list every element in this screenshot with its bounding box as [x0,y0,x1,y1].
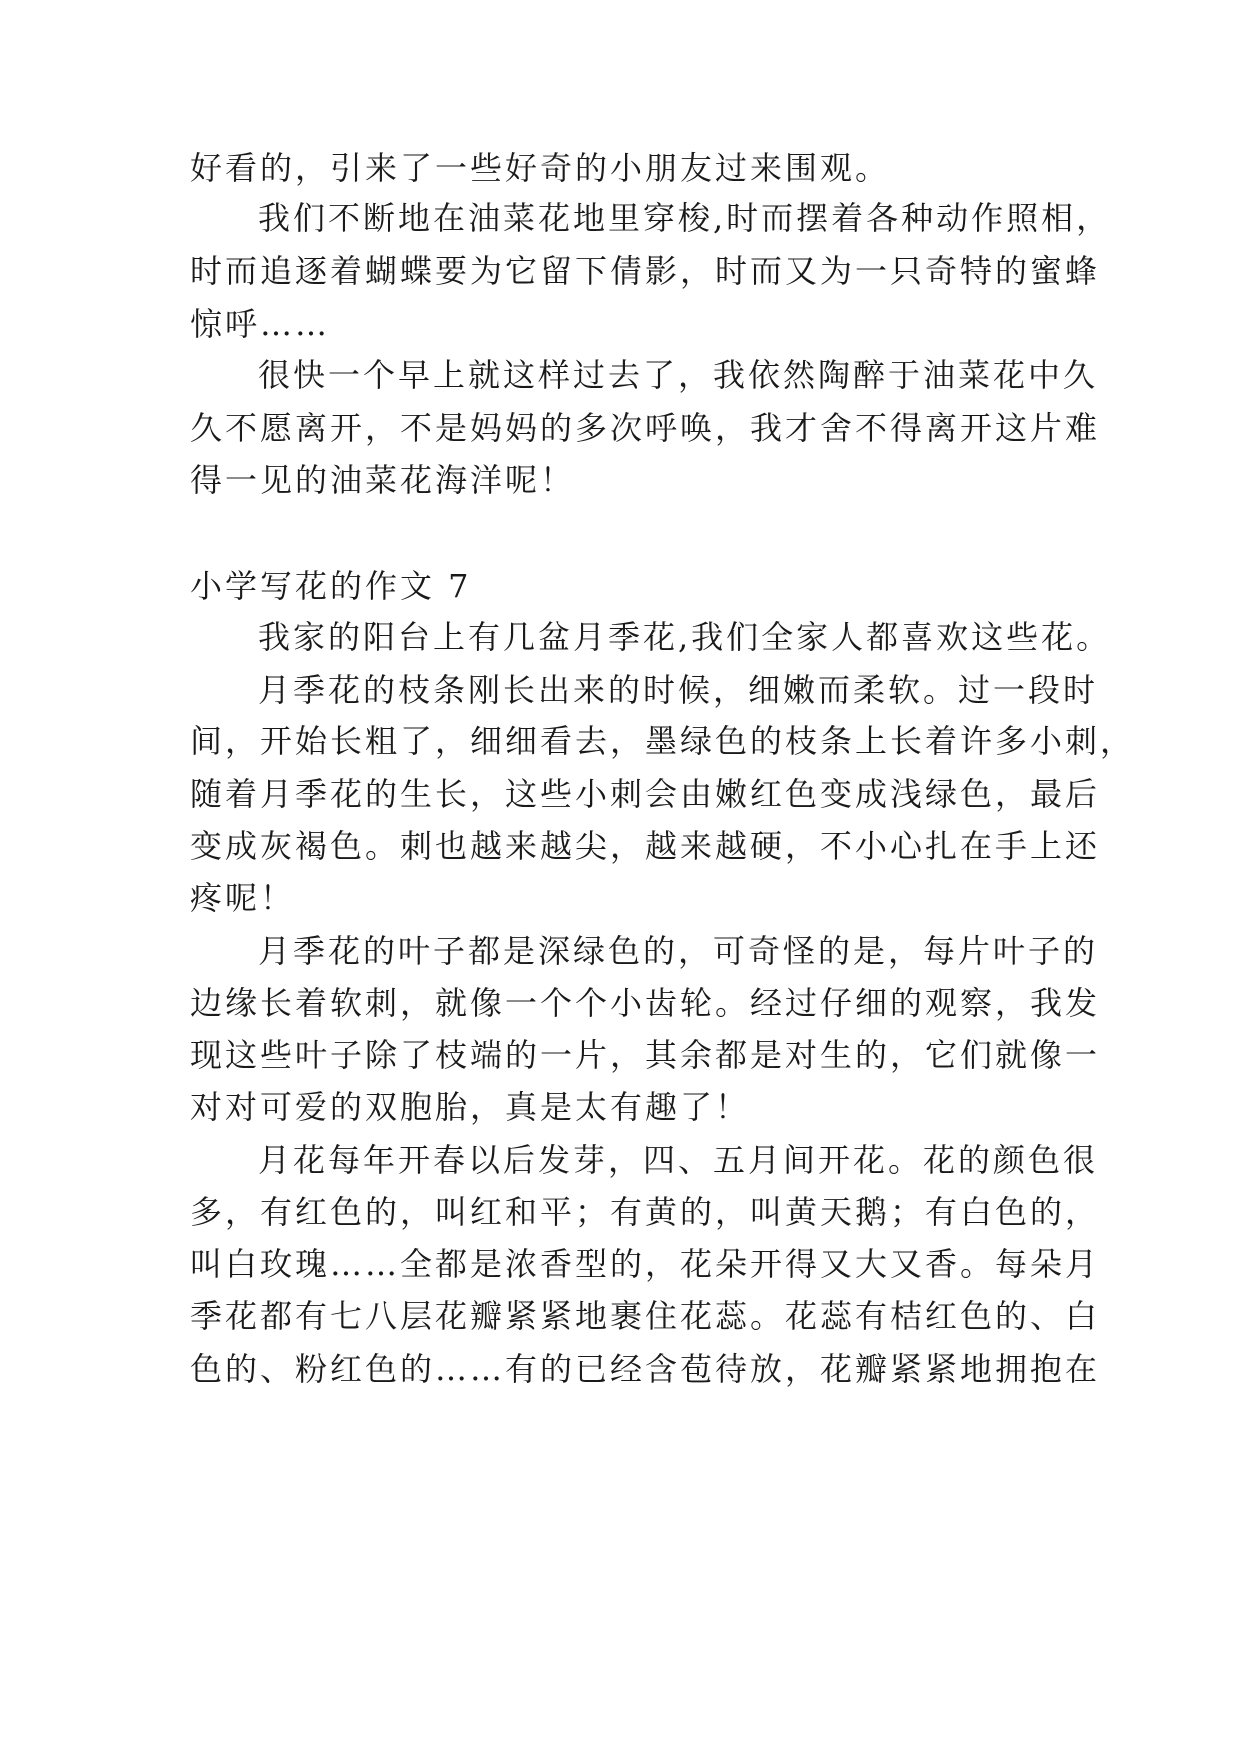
paragraph-start-line: 月季花的枝条刚长出来的时候，细嫩而柔软。过一段时 [258,671,1099,709]
text-line: 时而追逐着蝴蝶要为它留下倩影，时而又为一只奇特的蜜蜂 [190,252,1101,290]
text-line: 惊呼…… [190,305,331,343]
paragraph-start-line: 我们不断地在油菜花地里穿梭,时而摆着各种动作照相， [258,199,1112,237]
text-line: 久不愿离开，不是妈妈的多次呼唤，我才舍不得离开这片难 [190,409,1101,447]
text-line: 变成灰褐色。刺也越来越尖，越来越硬，不小心扎在手上还 [190,827,1101,865]
text-line: 多，有红色的，叫红和平；有黄的，叫黄天鹅；有白色的， [190,1193,1101,1231]
paragraph-start-line: 月花每年开春以后发芽，四、五月间开花。花的颜色很 [258,1141,1099,1179]
text-line: 得一见的油菜花海洋呢！ [190,461,576,499]
text-line: 间，开始长粗了，细细看去，墨绿色的枝条上长着许多小刺， [190,722,1136,760]
text-line: 季花都有七八层花瓣紧紧地裹住花蕊。花蕊有桔红色的、白 [190,1297,1101,1335]
section-heading: 小学写花的作文 7 [190,567,472,605]
paragraph-start-line: 月季花的叶子都是深绿色的，可奇怪的是，每片叶子的 [258,932,1099,970]
text-line: 现这些叶子除了枝端的一片，其余都是对生的，它们就像一 [190,1036,1101,1074]
paragraph-start-line: 我家的阳台上有几盆月季花,我们全家人都喜欢这些花。 [258,618,1112,656]
text-line: 色的、粉红色的……有的已经含苞待放，花瓣紧紧地拥抱在 [190,1350,1101,1388]
text-line: 叫白玫瑰……全都是浓香型的，花朵开得又大又香。每朵月 [190,1245,1101,1283]
text-line: 随着月季花的生长，这些小刺会由嫩红色变成浅绿色，最后 [190,775,1101,813]
text-line: 对对可爱的双胞胎，真是太有趣了！ [190,1088,751,1126]
paragraph-start-line: 很快一个早上就这样过去了，我依然陶醉于油菜花中久 [258,356,1099,394]
text-line: 疼呢！ [190,879,296,917]
text-line: 边缘长着软刺，就像一个个小齿轮。经过仔细的观察，我发 [190,984,1101,1022]
text-line: 好看的，引来了一些好奇的小朋友过来围观。 [190,149,891,187]
